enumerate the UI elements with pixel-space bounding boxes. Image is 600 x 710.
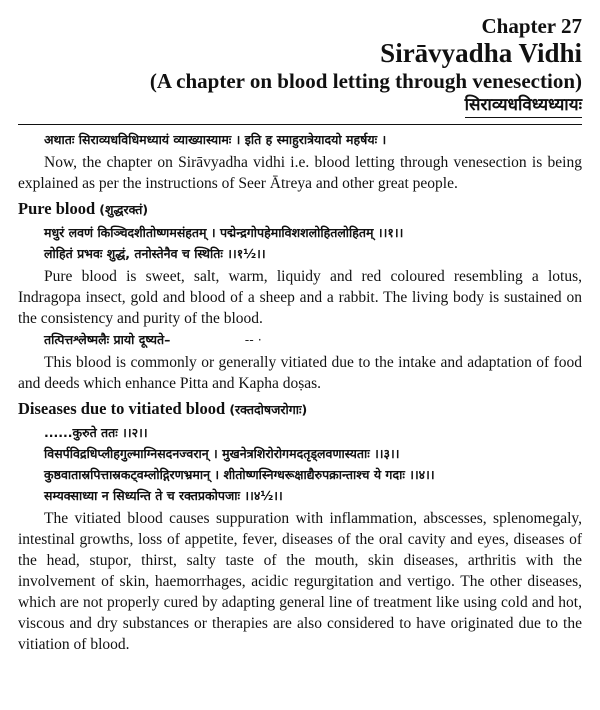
verse-line: लोहितं प्रभवः शुद्धं, तनोस्तेनैव च स्थितिः ।।१½।।: [44, 246, 266, 261]
section-heading-sanskrit: (शुद्धरक्तं): [99, 202, 149, 217]
verse-line: विसर्पविद्रधिप्लीहगुल्माग्निसदनज्वरान् । मुखनेत्रशिरोरोगमदतृड्लवणास्यताः ।।३।।: [44, 446, 400, 461]
intro-sanskrit-verse: अथातः सिराव्यधविधिमध्यायं व्याख्यास्यामः । इति ह स्माहुरात्रेयादयो महर्षयः ।: [44, 132, 387, 147]
chapter-sanskrit-title: सिराव्यधविध्यध्यायः: [465, 94, 582, 118]
chapter-header: [18, 14, 582, 118]
section-heading-text: Diseases due to vitiated blood: [18, 399, 226, 418]
chapter-number: Chapter 27: [481, 14, 582, 38]
chapter-subtitle: (A chapter on blood letting through venesection): [149, 69, 582, 93]
vitiation-paragraph: This blood is commonly or generally vitiated due to the intake and adaptation of food and deeds which enhance Pitta and Kapha doṣas.: [18, 354, 582, 392]
section-heading-diseases: [18, 397, 582, 422]
verse-line: मधुरं लवणं किञ्चिदशीतोष्णमसंहतम् । पद्मेन्द्रगोपहेमाविशशलोहितलोहितम् ।।१।।: [44, 225, 404, 240]
section-heading-pure-blood: [18, 197, 582, 222]
section-heading-sanskrit: (रक्तदोषजरोगाः): [229, 402, 308, 417]
header-divider: [18, 124, 582, 125]
verse-line: ......कुरुते ततः ।।२।।: [44, 425, 148, 440]
section-heading-text: Pure blood: [18, 199, 96, 218]
verse-line-vitiation: [18, 329, 582, 350]
diseases-paragraph: The vitiated blood causes suppuration with inflammation, abscesses, splenomegaly, intestinal growths, loss of appetite, fever, diseases of the oral cavity and eyes, diseases of the head, stupor, thirst, salty taste of the mouth, skin diseases, arthritis with the involvement of skin, haemorrhages, acidic regurgitation and vertigo. The other diseases, which are not properly cured by adapting general line of treatment like using cold and hot, viscous and dry substances or therapies are also considered to have originated due to the vitiation of blood.: [18, 510, 582, 653]
verse-text: तत्पित्तश्लेष्मलैः प्रायो दूष्यते–: [44, 332, 171, 347]
verse-line: कुष्ठवातास्रपित्तास्रकट्वम्लोद्गिरणभ्रमान् । शीतोष्णस्निग्धरूक्षाद्यैरुपक्रान्ताश्च ये गदाः ।।४।।: [44, 467, 435, 482]
chapter-title: Sirāvyadha Vidhi: [380, 38, 582, 68]
pure-blood-paragraph: Pure blood is sweet, salt, warm, liquidy and red coloured resembling a lotus, Indragopa insect, gold and blood of a sheep and a rabbit. The living body is sustained on the consistency and purity of the blood.: [18, 268, 582, 327]
stray-mark: -- ·: [244, 332, 262, 347]
verse-line: सम्यक्साध्या न सिध्यन्ति ते च रक्तप्रकोपजाः ।।४½।।: [44, 488, 283, 503]
intro-paragraph: Now, the chapter on Sirāvyadha vidhi i.e. blood letting through venesection is being explained as per the instructions of Seer Ātreya and other great people.: [18, 154, 582, 192]
